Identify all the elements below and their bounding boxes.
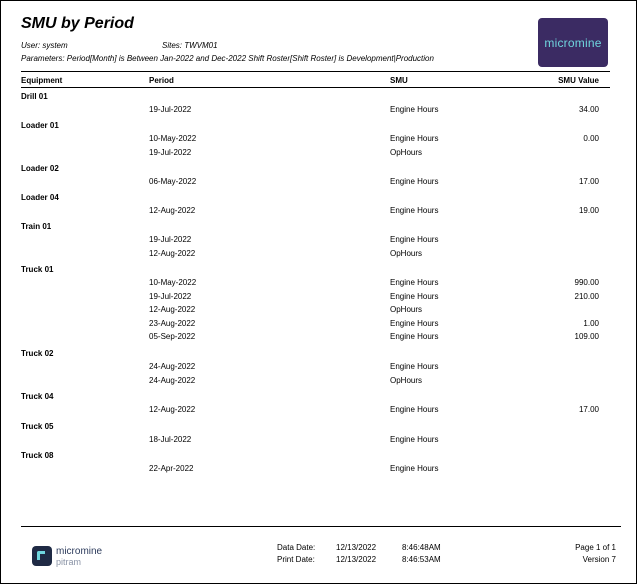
period-cell: 24-Aug-2022 <box>149 375 196 385</box>
report-title: SMU by Period <box>21 15 134 32</box>
smu-cell: OpHours <box>390 147 423 157</box>
user-label: User: system <box>21 41 68 50</box>
data-date-label: Data Date: <box>277 543 316 552</box>
smu-cell: Engine Hours <box>390 105 439 114</box>
header-top-rule <box>21 71 610 72</box>
equipment-group-label: Train 01 <box>21 222 52 231</box>
pitram-logo-icon <box>32 546 52 566</box>
header-bottom-rule <box>21 87 610 88</box>
data-date-value: 12/13/2022 <box>336 543 377 552</box>
column-header-smu: SMU <box>390 76 408 85</box>
period-cell: 12-Aug-2022 <box>149 405 196 414</box>
period-cell: 10-May-2022 <box>149 134 197 143</box>
smu-cell: Engine Hours <box>390 177 439 186</box>
micromine-logo <box>538 18 608 67</box>
logo-text: micromine <box>544 35 602 50</box>
smu-cell: OpHours <box>390 305 423 315</box>
smu-cell: Engine Hours <box>390 291 439 301</box>
column-header-period: Period <box>149 76 174 85</box>
footer-brand-sub: pitram <box>56 557 82 567</box>
period-cell: 12-Aug-2022 <box>149 305 196 315</box>
equipment-group-label: Loader 02 <box>21 164 59 173</box>
smu-cell: OpHours <box>390 248 423 258</box>
sites-label: Sites: TWVM01 <box>162 41 218 50</box>
equipment-group-label: Loader 01 <box>21 121 59 130</box>
smu-cell: Engine Hours <box>390 206 439 215</box>
smu-cell: Engine Hours <box>390 332 439 342</box>
period-cell: 19-Jul-2022 <box>149 235 192 244</box>
smu-cell: Engine Hours <box>390 405 439 414</box>
period-cell: 18-Jul-2022 <box>149 435 192 444</box>
version-label: Version 7 <box>582 555 616 564</box>
column-header-smu-value: SMU Value <box>558 76 599 85</box>
column-header-equipment: Equipment <box>21 76 63 85</box>
smu-value-cell: 0.00 <box>583 134 599 143</box>
print-date-label: Print Date: <box>277 555 315 564</box>
smu-value-cell: 17.00 <box>578 405 599 414</box>
smu-cell: Engine Hours <box>390 318 439 328</box>
smu-value-cell: 1.00 <box>583 318 599 328</box>
period-cell: 23-Aug-2022 <box>149 318 196 328</box>
period-cell: 19-Jul-2022 <box>149 291 192 301</box>
period-cell: 05-Sep-2022 <box>149 332 196 342</box>
smu-value-cell: 19.00 <box>578 206 599 215</box>
period-cell: 10-May-2022 <box>149 278 197 287</box>
smu-cell: Engine Hours <box>390 362 439 371</box>
period-cell: 12-Aug-2022 <box>149 248 196 258</box>
period-cell: 19-Jul-2022 <box>149 147 192 157</box>
smu-value-cell: 210.00 <box>574 291 599 301</box>
period-cell: 06-May-2022 <box>149 177 197 186</box>
smu-value-cell: 109.00 <box>574 332 599 342</box>
parameters-label: Parameters: Period[Month] is Between Jan-2022 and Dec-2022 Shift Roster[Shift Roster] is Development|Production <box>21 54 434 63</box>
equipment-group-label: Drill 01 <box>21 92 48 101</box>
equipment-group-label: Truck 02 <box>21 349 54 358</box>
data-time-value: 8:46:48AM <box>402 543 441 552</box>
smu-cell: OpHours <box>390 375 423 385</box>
footer-brand-name: micromine <box>56 546 103 557</box>
equipment-group-label: Truck 01 <box>21 265 54 274</box>
smu-value-cell: 990.00 <box>574 278 599 287</box>
equipment-group-label: Loader 04 <box>21 193 59 202</box>
period-cell: 12-Aug-2022 <box>149 206 196 215</box>
equipment-group-label: Truck 08 <box>21 451 54 460</box>
smu-cell: Engine Hours <box>390 278 439 287</box>
period-cell: 22-Apr-2022 <box>149 464 194 473</box>
print-date-value: 12/13/2022 <box>336 555 377 564</box>
equipment-group-label: Truck 05 <box>21 422 54 431</box>
smu-value-cell: 34.00 <box>578 105 599 114</box>
smu-cell: Engine Hours <box>390 464 439 473</box>
period-cell: 19-Jul-2022 <box>149 105 192 114</box>
smu-cell: Engine Hours <box>390 235 439 244</box>
footer-rule <box>21 526 621 527</box>
smu-cell: Engine Hours <box>390 435 439 444</box>
equipment-group-label: Truck 04 <box>21 392 54 401</box>
smu-value-cell: 17.00 <box>578 177 599 186</box>
page-number: Page 1 of 1 <box>575 543 616 552</box>
smu-cell: Engine Hours <box>390 134 439 143</box>
period-cell: 24-Aug-2022 <box>149 362 196 371</box>
print-time-value: 8:46:53AM <box>402 555 441 564</box>
